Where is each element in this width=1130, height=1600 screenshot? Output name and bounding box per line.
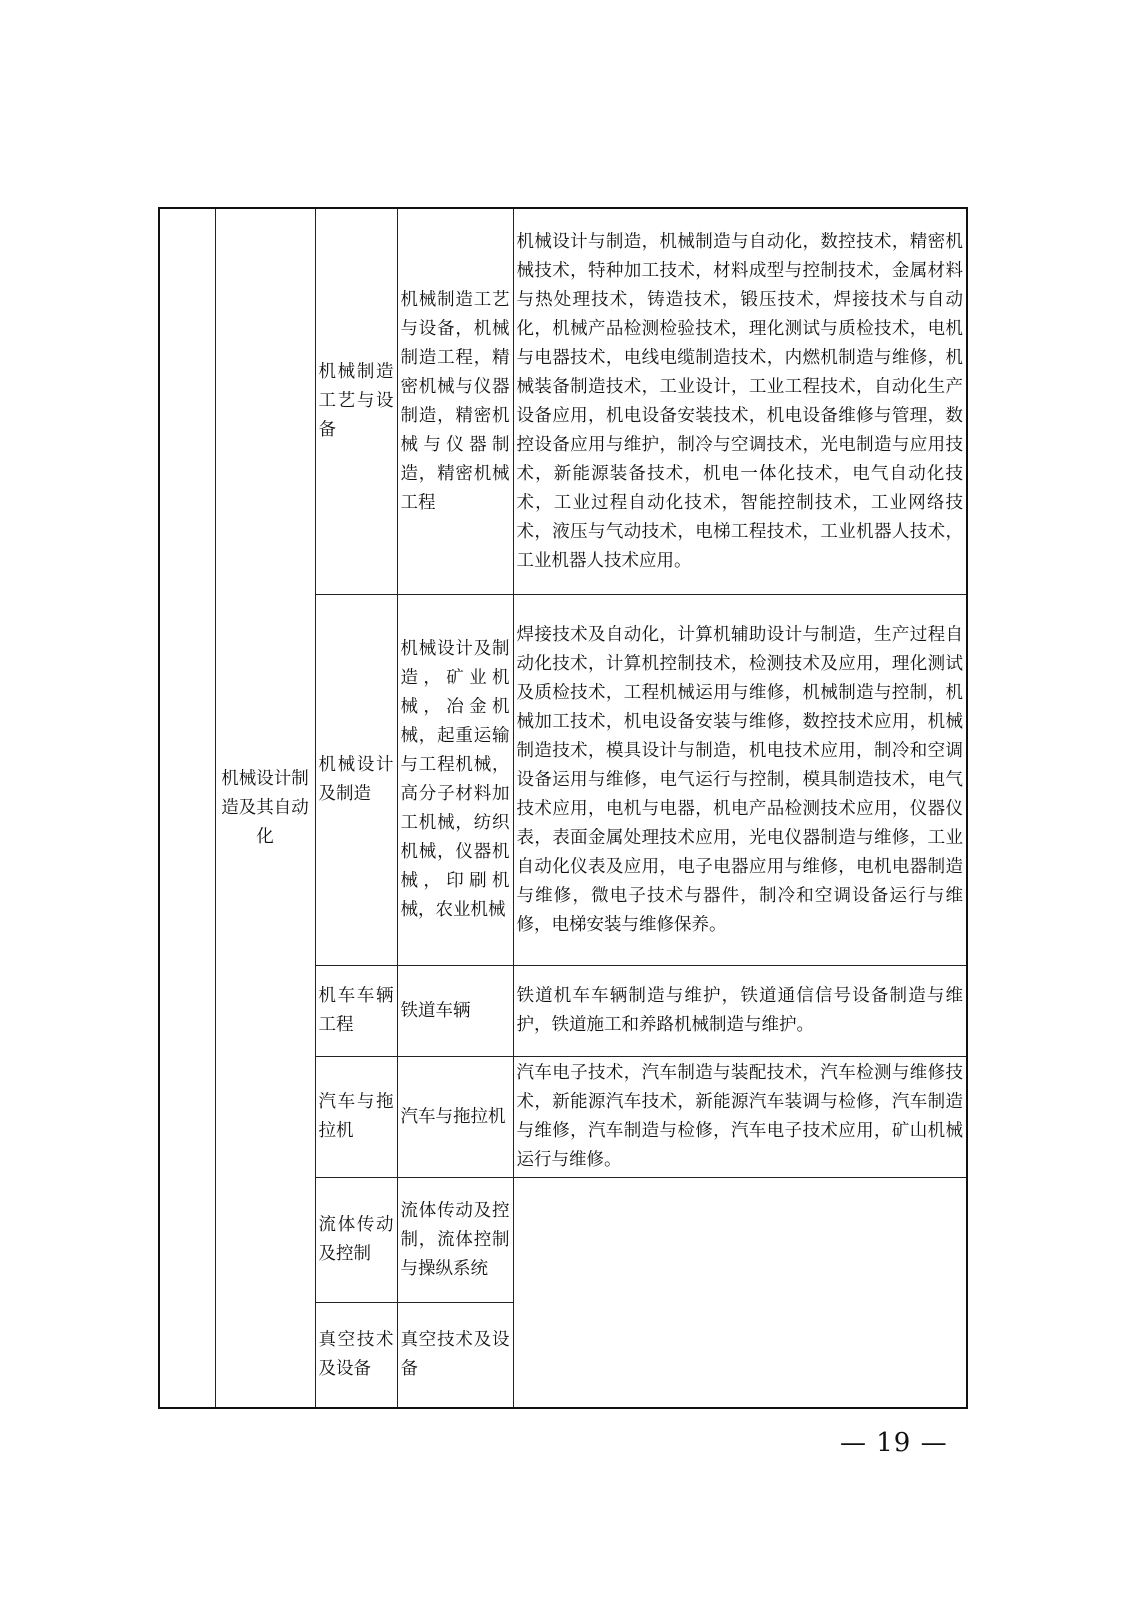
subclass-cell: 机械设计及制造 bbox=[315, 595, 397, 966]
majors-cell: 机械设计及制造，矿业机械，冶金机械，起重运输与工程机械，高分子材料加工机械，纺织机械，仪器机械，印刷机械，农业机械 bbox=[397, 595, 513, 966]
subclass-cell: 真空技术及设备 bbox=[315, 1303, 397, 1409]
category-cell: 机械设计制造及其自动化 bbox=[215, 208, 315, 1408]
subclass-cell: 机车车辆工程 bbox=[315, 966, 397, 1057]
page-number: — 19 — bbox=[840, 1428, 948, 1458]
related-majors-cell: 焊接技术及自动化，计算机辅助设计与制造，生产过程自动化技术，计算机控制技术，检测技术及应用，理化测试及质检技术，工程机械运用与维修，机械制造与控制，机械加工技术，机电设备安装与维修，数控技术应用，机械制造技术，模具设计与制造，机电技术应用，制冷和空调设备运用与维修，电气运行与控制，模具制造技术，电气技术应用，电机与电器，机电产品检测技术应用，仪器仪表，表面金属处理技术应用，光电仪器制造与维修，工业自动化仪表及应用，电子电器应用与维修，电机电器制造与维修，微电子技术与器件，制冷和空调设备运行与维修，电梯安装与维修保养。 bbox=[513, 595, 967, 966]
related-majors-cell: 铁道机车车辆制造与维护，铁道通信信号设备制造与维护，铁道施工和养路机械制造与维护。 bbox=[513, 966, 967, 1057]
discipline-table bbox=[158, 207, 968, 1409]
subclass-cell: 汽车与拖拉机 bbox=[315, 1057, 397, 1178]
related-majors-cell: 汽车电子技术，汽车制造与装配技术，汽车检测与维修技术，新能源汽车技术，新能源汽车装调与检修，汽车制造与维修，汽车制造与检修，汽车电子技术应用，矿山机械运行与维修。 bbox=[513, 1057, 967, 1178]
majors-cell: 铁道车辆 bbox=[397, 966, 513, 1057]
subclass-cell: 流体传动及控制 bbox=[315, 1178, 397, 1303]
majors-cell: 真空技术及设备 bbox=[397, 1303, 513, 1409]
majors-cell: 机械制造工艺与设备，机械制造工程，精密机械与仪器制造，精密机械与仪器制造，精密机械工程 bbox=[397, 208, 513, 595]
majors-cell: 流体传动及控制，流体控制与操纵系统 bbox=[397, 1178, 513, 1303]
related-majors-cell-empty bbox=[513, 1178, 967, 1409]
blank-column-cell bbox=[159, 208, 215, 1408]
majors-cell: 汽车与拖拉机 bbox=[397, 1057, 513, 1178]
table-row bbox=[159, 208, 967, 595]
subclass-cell: 机械制造工艺与设备 bbox=[315, 208, 397, 595]
related-majors-cell: 机械设计与制造，机械制造与自动化，数控技术，精密机械技术，特种加工技术，材料成型与控制技术，金属材料与热处理技术，铸造技术，锻压技术，焊接技术与自动化，机械产品检测检验技术，理化测试与质检技术，电机与电器技术，电线电缆制造技术，内燃机制造与维修，机械装备制造技术，工业设计，工业工程技术，自动化生产设备应用，机电设备安装技术，机电设备维修与管理，数控设备应用与维护，制冷与空调技术，光电制造与应用技术，新能源装备技术，机电一体化技术，电气自动化技术，工业过程自动化技术，智能控制技术，工业网络技术，液压与气动技术，电梯工程技术，工业机器人技术，工业机器人技术应用。 bbox=[513, 208, 967, 595]
